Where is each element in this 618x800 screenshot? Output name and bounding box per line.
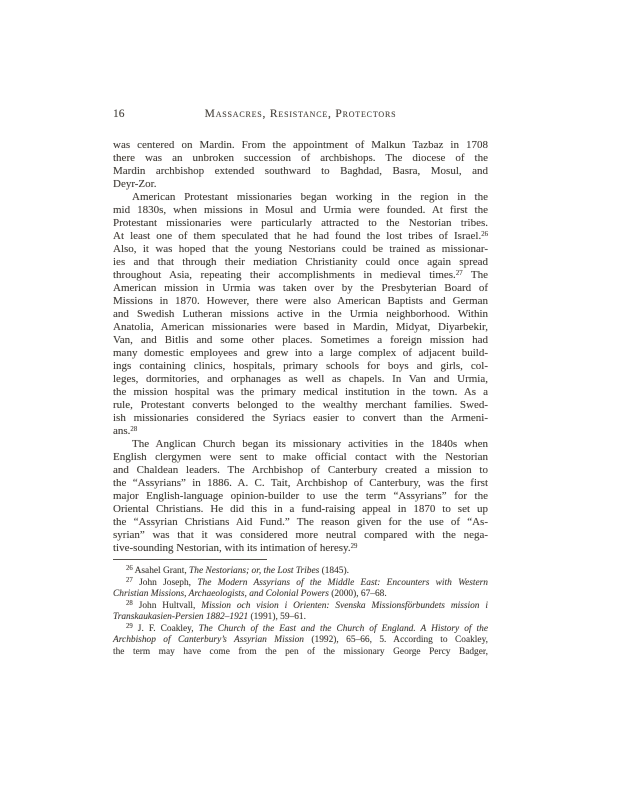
line-text: and Chaldean leaders. The Archbishop of Canterbury created a mission to [113,464,488,476]
line-text: mid 1830s, when missions in Mosul and Urmia were founded. At first the [113,204,488,216]
line-text: major English-language opinion-builder to use the term “Assyrians” for the [113,490,488,502]
line-text: (1845). [319,566,349,576]
body-line [113,425,488,438]
book-title: Christian Missions, Archaeologists, and Colonial Powers [113,589,329,599]
line-text: tive-sounding Nestorian, with its intimation of heresy. [113,542,351,554]
line-text: leges, dormitories, and orphanages as well as chapels. In Van and Urmia, [113,373,488,385]
line-text: ish missionaries considered the Syriacs easier to convert than the Armeni- [113,412,488,424]
line-text: was centered on Mardin. From the appointment of Malkun Tazbaz in 1708 [113,139,488,151]
line-text: ies and that through their mediation Christianity could once again spread [113,256,488,268]
line-text: the “Assyrian Christians Aid Fund.” The reason given for the use of “As- [113,516,488,528]
body-line [113,295,488,308]
line-text: J. F. Coakley, [132,623,199,634]
body-line [113,204,488,217]
body-line [113,347,488,360]
body-line [113,451,488,464]
text-block [113,139,488,658]
body-line [113,334,488,347]
body-line [113,386,488,399]
body-line [113,373,488,386]
body-line [113,490,488,503]
line-text: American Protestant missionaries began working in the region in the [132,191,488,203]
line-text: the “Assyrians” in 1886. A. C. Tait, Archbishop of Canterbury, was the first [113,477,488,489]
page-number: 16 [113,108,125,120]
body-line [113,217,488,230]
body-line [113,230,488,243]
footnote-number: 27 [126,576,133,584]
line-text: John Joseph, [132,577,198,588]
paragraph [113,438,488,555]
line-text: throughout Asia, repeating their accomplishments in medieval times. [113,269,456,281]
book-title: Mission och vision i Orienten: Svenska Missionsförbundets mission i [201,600,488,611]
line-text: the mission hospital was the primary medical institution in the town. As a [113,386,488,398]
running-header [113,108,488,123]
line-text: John Hultvall, [132,600,202,611]
line-text: Mardin archbishop extended southward to Baghdad, Basra, Mosul, and [113,165,488,177]
body-line [113,516,488,529]
footnote-line [113,612,488,624]
paragraph [113,191,488,438]
line-text: Asahel Grant, [132,566,190,576]
book-title: Archbishop of Canterbury’s Assyrian Mission [113,635,304,645]
footnote-ref: 29 [350,542,358,550]
line-text: (1992), 65–66, 5. According to Coakley, [303,635,488,645]
footnote-number: 29 [126,622,133,630]
body-line [113,269,488,282]
body-line [113,412,488,425]
line-text: the term may have come from the pen of the missionary George Percy Badger, [113,646,488,657]
body-line [113,191,488,204]
footnote-number: 26 [126,564,133,572]
body-line [113,464,488,477]
line-text: rule, Protestant converts belonged to the wealthy merchant families. Swed- [113,399,488,411]
book-title: The Nestorians; or, the Lost Tribes [189,566,320,576]
footnote-separator [113,559,267,560]
footnote-line [113,635,488,647]
footnote-line [113,647,488,659]
body-line [113,165,488,178]
line-text: and Swedish Lutheran missions active in the Urmia neighborhood. Within [113,308,488,320]
line-text: English clergymen were sent to make official contact with the Nestorian [113,451,488,463]
body-line [113,139,488,152]
body-line [113,243,488,256]
line-text: ans. [113,425,131,437]
footnote-line [113,578,488,590]
footnote-ref: 27 [455,269,463,277]
body-line [113,308,488,321]
body-line [113,529,488,542]
body-line [113,503,488,516]
footnote-ref: 26 [481,230,488,238]
line-text: Anatolia, American missionaries were based in Mardin, Midyat, Diyarbekir, [113,321,488,333]
line-text: ings containing clinics, hospitals, primary schools for boys and girls, col- [113,360,488,372]
footnotes [113,566,488,658]
body-line [113,256,488,269]
line-text: many domestic employees and grew into a large complex of adjacent build- [113,347,488,359]
line-text: Van, and Bitlis and some other places. Sometimes a foreign mission had [113,334,488,346]
body-line [113,438,488,451]
line-text: Protestant missionaries were particularly attracted to the Nestorian tribes. [113,217,488,229]
body-line [113,152,488,165]
footnote-line [113,566,488,578]
footnote-number: 28 [126,599,133,607]
body-line [113,542,488,555]
line-text: syrian” was that it was considered more neutral compared with the nega- [113,529,488,541]
line-text: Also, it was hoped that the young Nestorians could be trained as missionar- [113,243,488,255]
paragraph [113,139,488,191]
line-text: The Anglican Church began its missionary activities in the 1840s when [132,438,488,450]
line-text: Missions in 1870. However, there were also American Baptists and German [113,295,488,307]
line-text: (2000), 67–68. [328,589,387,599]
running-title: Massacres, Resistance, Protectors [204,108,397,120]
footnote-line [113,624,488,636]
line-text: (1991), 59–61. [248,612,306,622]
body-line [113,178,488,191]
body-line [113,477,488,490]
body-line [113,321,488,334]
line-text: there was an unbroken succession of archbishops. The diocese of the [113,152,488,164]
body-line [113,360,488,373]
line-text: American mission in Urmia was taken over by the Presbyterian Board of [113,282,488,294]
book-title: Transkaukasien-Persien 1882–1921 [113,612,249,622]
footnote-ref: 28 [130,425,138,433]
footnote-line [113,589,488,601]
body-line [113,399,488,412]
book-title: The Church of the East and the Church of England. A History of the [198,623,488,634]
footnote-line [113,601,488,613]
line-text: Deyr-Zor. [113,178,157,190]
line-text: Oriental Christians. He did this in a fund-raising appeal in 1870 to set up [113,503,488,515]
line-text: The [462,269,488,281]
book-title: The Modern Assyrians of the Middle East: Encounters with Western [197,577,488,588]
body-line [113,282,488,295]
line-text: At least one of them speculated that he had found the lost tribes of Israel. [113,230,482,242]
